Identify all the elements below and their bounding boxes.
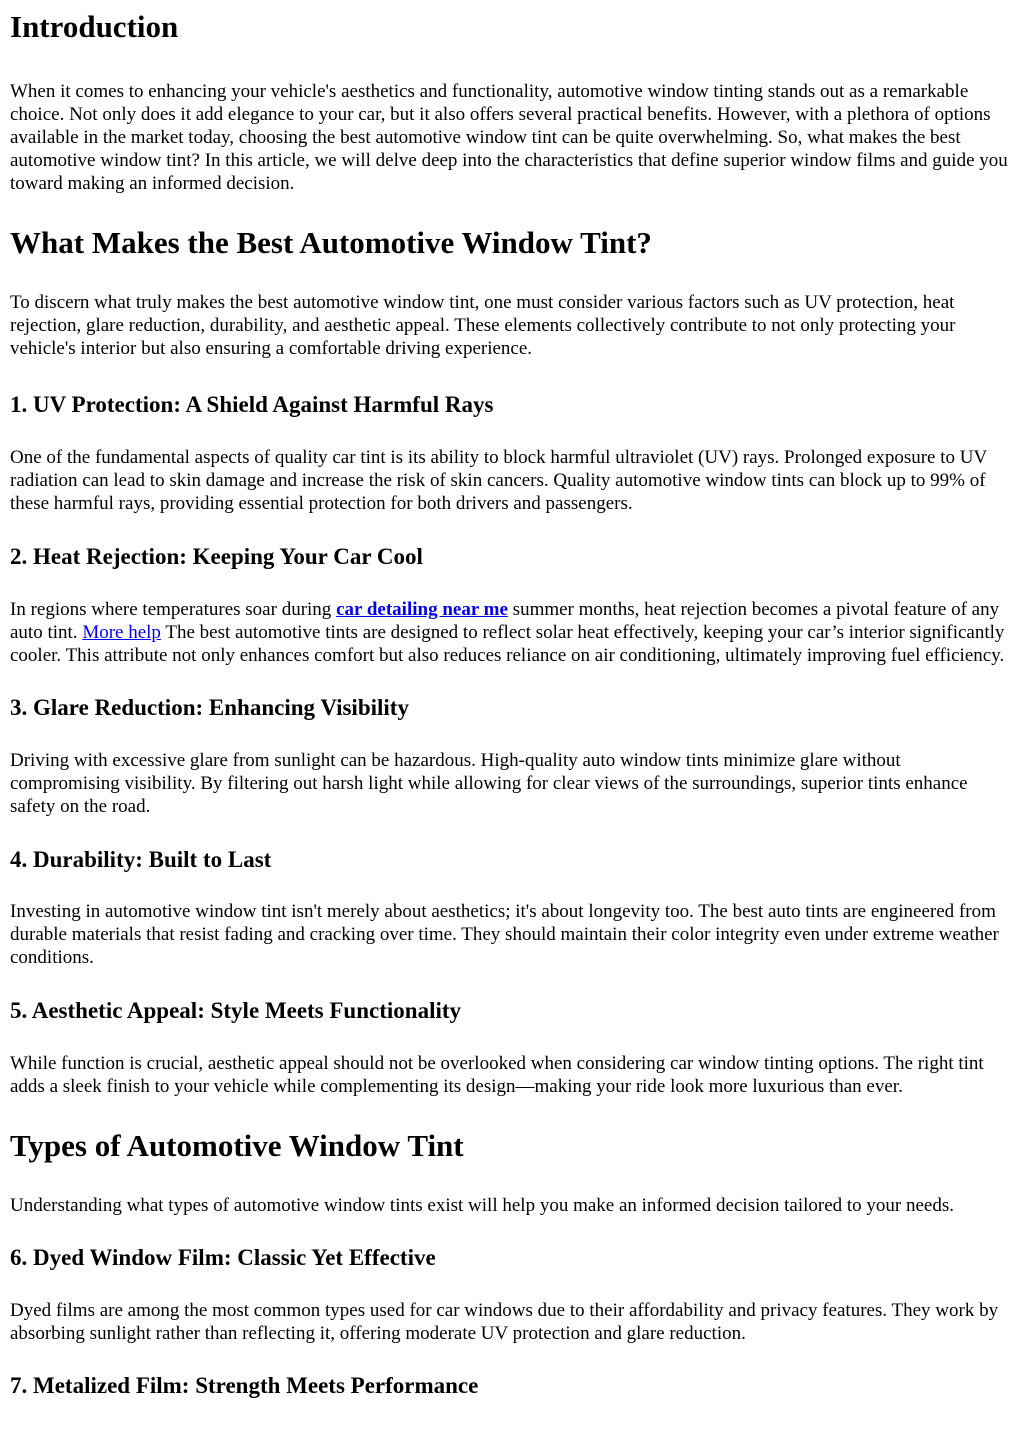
heat-text-after-link: The best automotive tints are designed to reflect solar heat effectively, keeping your car’s interior significantly cooler. This attribute not only enhances comfort but also reduces reliance on air conditioning, ultimately improving fuel efficiency.	[10, 622, 1005, 666]
heading-uv-protection: 1. UV Protection: A Shield Against Harmful Rays	[10, 392, 494, 417]
paragraph-glare-reduction: Driving with excessive glare from sunlight can be hazardous. High-quality auto window tints minimize glare without compromising visibility. By filtering out harsh light while allowing for clear views of the surroundings, superior tints enhance safety on the road.	[10, 750, 968, 817]
car-detailing-near-me-link[interactable]: car detailing near me	[336, 599, 508, 620]
paragraph-introduction: When it comes to enhancing your vehicle's aesthetics and functionality, automotive window tinting stands out as a remarkable choice. Not only does it add elegance to your car, but it also offers several practical benefits. However, with a plethora of options available in the market today, choosing the best automotive window tint can be quite overwhelming. So, what makes the best automotive window tint? In this article, we will delve deep into the characteristics that define superior window films and guide you toward making an informed decision.	[10, 81, 1008, 194]
heading-what-makes-best-tint: What Makes the Best Automotive Window Tint?	[10, 225, 652, 260]
heading-heat-rejection: 2. Heat Rejection: Keeping Your Car Cool	[10, 544, 423, 569]
paragraph-uv-protection: One of the fundamental aspects of quality car tint is its ability to block harmful ultraviolet (UV) rays. Prolonged exposure to UV radiation can lead to skin damage and increase the risk of skin cancers. Quality automotive window tints can block up to 99% of these harmful rays, providing essential protection for both drivers and passengers.	[10, 447, 987, 514]
heat-text-middle: summer months, heat rejection becomes a pivotal feature of any auto tint.	[10, 599, 1000, 643]
heading-glare-reduction: 3. Glare Reduction: Enhancing Visibility	[10, 695, 409, 720]
heading-dyed-window-film: 6. Dyed Window Film: Classic Yet Effective	[10, 1245, 436, 1270]
paragraph-what-makes-best-tint: To discern what truly makes the best automotive window tint, one must consider various factors such as UV protection, heat rejection, glare reduction, durability, and aesthetic appeal. These elements collectively contribute to not only protecting your vehicle's interior but also ensuring a comfortable driving experience.	[10, 292, 956, 359]
more-help-link[interactable]: More help	[82, 622, 161, 643]
heading-durability: 4. Durability: Built to Last	[10, 847, 272, 872]
heading-aesthetic-appeal: 5. Aesthetic Appeal: Style Meets Functionality	[10, 998, 462, 1023]
heading-types-of-tint: Types of Automotive Window Tint	[10, 1128, 464, 1163]
article-content	[10, 9, 1014, 1400]
paragraph-types-of-tint: Understanding what types of automotive window tints exist will help you make an informed decision tailored to your needs.	[10, 1195, 955, 1216]
paragraph-heat-rejection	[10, 598, 1014, 667]
paragraph-aesthetic-appeal: While function is crucial, aesthetic appeal should not be overlooked when considering car window tinting options. The right tint adds a sleek finish to your vehicle while complementing its design—making your ride look more luxurious than ever.	[10, 1053, 984, 1097]
paragraph-durability: Investing in automotive window tint isn't merely about aesthetics; it's about longevity too. The best auto tints are engineered from durable materials that resist fading and cracking over time. They should maintain their color integrity even under extreme weather conditions.	[10, 901, 999, 968]
heading-introduction: Introduction	[10, 9, 179, 44]
heading-metalized-film: 7. Metalized Film: Strength Meets Performance	[10, 1373, 479, 1398]
heat-text-before-link: In regions where temperatures soar during	[10, 599, 337, 620]
paragraph-dyed-window-film: Dyed films are among the most common types used for car windows due to their affordability and privacy features. They work by absorbing sunlight rather than reflecting it, offering moderate UV protection and glare reduction.	[10, 1300, 999, 1344]
